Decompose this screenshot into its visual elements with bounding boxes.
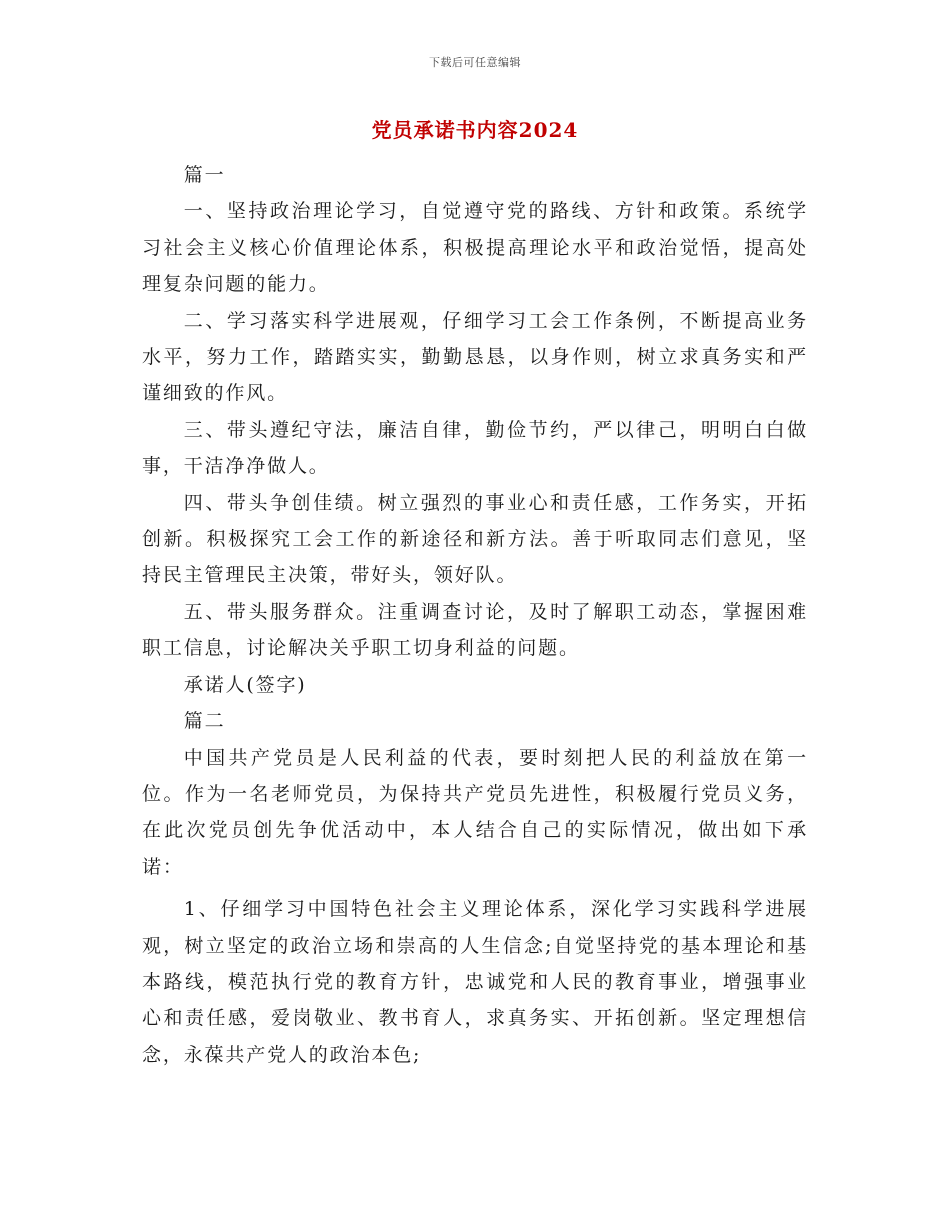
paragraph: 四、带头争创佳绩。树立强烈的事业心和责任感，工作务实，开拓创新。积极探究工会工作的新途径和新方法。善于听取同志们意见，坚持民主管理民主决策，带好头，领好队。 (142, 491, 808, 587)
paragraph: 五、带头服务群众。注重调查讨论，及时了解职工动态，掌握困难职工信息，讨论解决关乎职工切身利益的问题。 (142, 600, 808, 660)
page-title: 党员承诺书内容2024 (371, 118, 579, 142)
paragraph: 三、带头遵纪守法，廉洁自律，勤俭节约，严以律己，明明白白做事，干洁净净做人。 (142, 418, 808, 478)
section-heading-1: 篇一 (183, 164, 226, 186)
paragraph: 中国共产党员是人民利益的代表，要时刻把人民的利益放在第一位。作为一名老师党员，为保持共产党员先进性，积极履行党员义务，在此次党员创先争优活动中，本人结合自己的实际情况，做出如下承诺： (142, 746, 808, 878)
paragraph: 二、学习落实科学进展观，仔细学习工会工作条例，不断提高业务水平，努力工作，踏踏实实，勤勤恳恳，以身作则，树立求真务实和严谨细致的作风。 (142, 309, 808, 405)
signature-line: 承诺人(签字) (183, 673, 307, 696)
document-body (142, 157, 808, 1073)
paragraph: 一、坚持政治理论学习，自觉遵守党的路线、方针和政策。系统学习社会主义核心价值理论体系，积极提高理论水平和政治觉悟，提高处理复杂问题的能力。 (142, 200, 808, 296)
section-heading-2: 篇二 (183, 710, 226, 733)
header-note: 下载后可任意编辑 (429, 56, 521, 69)
paragraph: 1、仔细学习中国特色社会主义理论体系，深化学习实践科学进展观，树立坚定的政治立场和崇高的人生信念;自觉坚持党的基本理论和基本路线，模范执行党的教育方针，忠诚党和人民的教育事业，增强事业心和责任感，爱岗敬业、教书育人，求真务实、开拓创新。坚定理想信念，永葆共产党人的政治本色; (142, 898, 808, 1066)
